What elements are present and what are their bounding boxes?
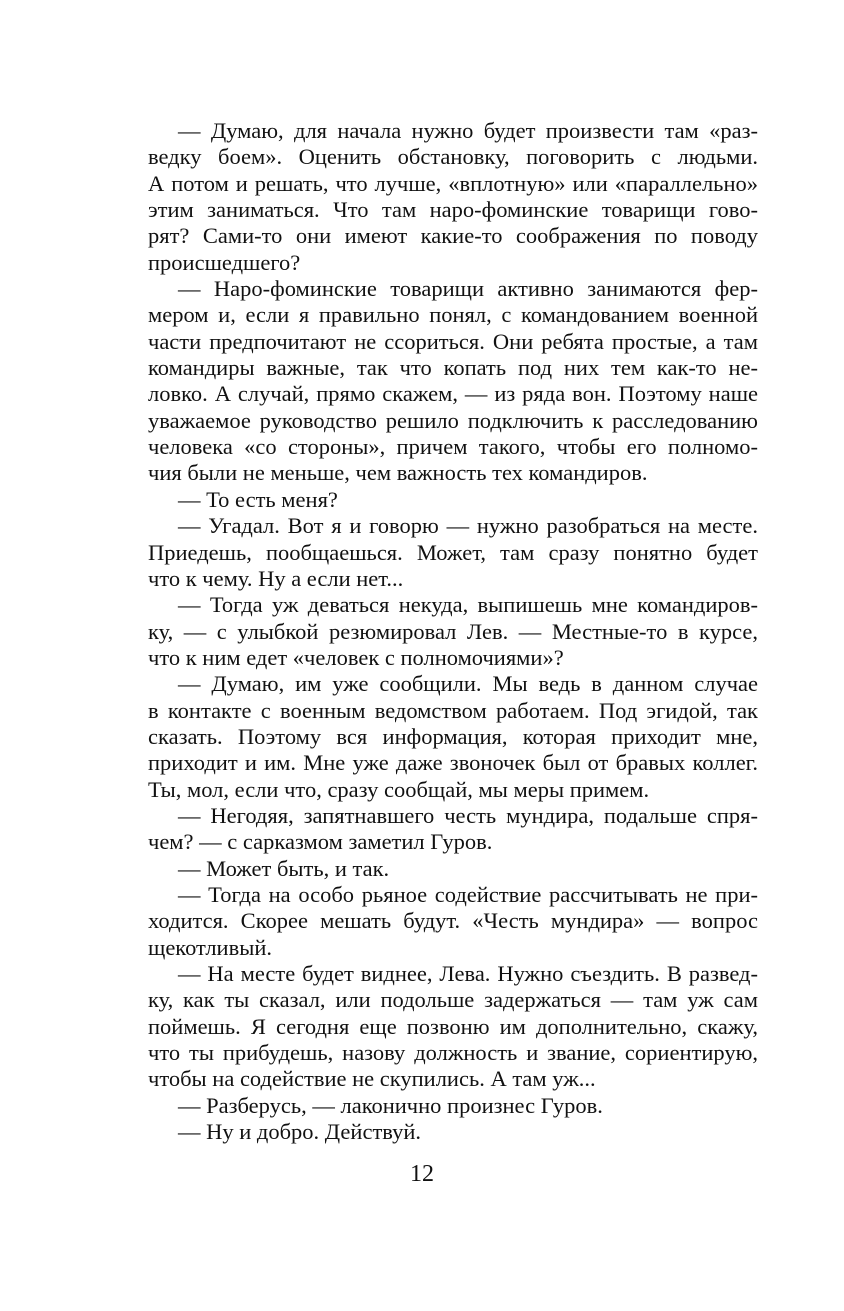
page-number: 12 (410, 1161, 434, 1187)
text-line: ку, как ты сказал, или подольше задержаться — там уж сам (148, 987, 758, 1013)
text-line: Ты, мол, если что, сразу сообщай, мы меры примем. (148, 776, 650, 802)
text-line: — Наро-фоминские товарищи активно занимаются фер- (178, 276, 758, 302)
text-line: щекотливый. (148, 934, 273, 960)
text-line: чтобы на содействие не скупились. А там уж... (148, 1066, 596, 1092)
text-line: — На месте будет виднее, Лева. Нужно съездить. В развед- (178, 961, 758, 986)
page-text (148, 118, 758, 1145)
text-line: чия были не меньше, чем важность тех командиров. (148, 460, 648, 486)
text-line: что к чему. Ну а если нет... (148, 565, 404, 591)
text-line: ходится. Скорее мешать будут. «Честь мундира» — вопрос (148, 908, 758, 934)
text-line: что к ним едет «человек с полномочиями»? (148, 644, 564, 670)
text-line: ведку боем». Оценить обстановку, поговорить с людьми. (148, 144, 758, 170)
text-line: — Может быть, и так. (178, 855, 390, 881)
text-line: — Тогда на особо рьяное содействие рассчитывать не при- (178, 881, 758, 907)
text-line: — Негодяя, запятнавшего честь мундира, подальше спря- (178, 802, 758, 828)
text-line: в контакте с военным ведомством работаем. Под эгидой, так (148, 697, 758, 723)
text-line: этим заниматься. Что там наро-фоминские товарищи гово- (148, 197, 758, 223)
text-line: ловко. А случай, прямо скажем, — из ряда вон. Поэтому наше (148, 381, 758, 407)
text-line: — Угадал. Вот я и говорю — нужно разобраться на месте. (178, 513, 758, 539)
text-line: поймешь. Я сегодня еще позвоню им дополнительно, скажу, (148, 1013, 758, 1039)
text-line: ку, — с улыбкой резюмировал Лев. — Местные-то в курсе, (148, 618, 758, 644)
text-line: что ты прибудешь, назову должность и звание, сориентирую, (148, 1040, 758, 1066)
text-line: А потом и решать, что лучше, «вплотную» или «параллельно» (148, 170, 758, 196)
text-line: чем? — с сарказмом заметил Гуров. (148, 829, 493, 855)
text-line: части предпочитают не ссориться. Они ребята простые, а там (148, 328, 758, 354)
text-line: рят? Сами-то они имеют какие-то соображения по поводу (148, 223, 758, 249)
text-line: приходит и им. Мне уже даже звоночек был от бравых коллег. (148, 750, 758, 776)
text-line: — Тогда уж деваться некуда, выпишешь мне командиров- (178, 592, 758, 618)
text-line: — Думаю, для начала нужно будет произвести там «раз- (178, 118, 758, 143)
text-line: сказать. Поэтому вся информация, которая приходит мне, (148, 723, 758, 749)
text-line: происшедшего? (148, 249, 301, 275)
text-line: — Разберусь, — лаконично произнес Гуров. (178, 1092, 603, 1118)
text-line: уважаемое руководство решило подключить к расследованию (148, 407, 758, 433)
text-line: командиры важные, так что копать под них тем как-то не- (148, 355, 758, 381)
text-line: — Ну и добро. Действуй. (178, 1119, 422, 1145)
text-line: — То есть меня? (178, 486, 338, 512)
text-line: Приедешь, пообщаешься. Может, там сразу понятно будет (148, 539, 758, 565)
text-line: мером и, если я правильно понял, с командованием военной (148, 302, 758, 328)
text-line: человека «со стороны», причем такого, чтобы его полномо- (148, 434, 758, 460)
text-line: — Думаю, им уже сообщили. Мы ведь в данном случае (178, 671, 758, 697)
